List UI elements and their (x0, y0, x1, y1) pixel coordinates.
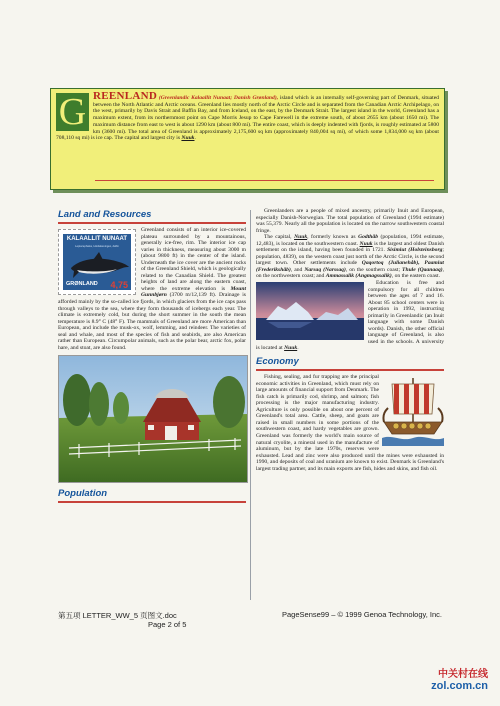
column-divider (250, 210, 251, 600)
stamp-image (58, 229, 136, 295)
population-heading: Population (58, 488, 108, 500)
iceberg-image (256, 282, 364, 340)
land-paragraph-b: (3700 m/12,139 ft). Drainage is afforded mainly by the so-called ice fjords, in which glaciers from the ice caps pass through valleys to the sea, where they form thousands of icebergs each year. The climate is extremely cold, but during the short summer in the south the mean temperature is 8.9° C (48° F). The mammals of Greenland are more American than European, and include the musk-ox, wolf, lemming, and reindeer. The varieties of seal and whale, and most of the species of fish and seabirds, are also American rather than European. Circumpolar animals, such as the polar bear, arctic fox, polar hare, and stoat, are also found. (58, 292, 246, 351)
p2-godthab: Godthåb (358, 234, 378, 241)
iceberg-photo (256, 282, 364, 340)
viking-ship-icon (382, 374, 444, 446)
farm-photo-image (59, 356, 247, 482)
p2-a: The capital, (264, 234, 295, 241)
watermark-cn: 中关村在线 (438, 669, 488, 680)
intro-text (56, 90, 439, 142)
right-column (256, 208, 444, 472)
stamp-title: KALAALLIT NUNAAT (66, 236, 128, 242)
p2-b: , formerly known as (307, 234, 359, 241)
p2-g: , on the southern coast; (345, 266, 403, 273)
p2-c: (population, 1994 estimate, 12,483), is located on the southwestern coast. (256, 234, 444, 247)
intro-end: . (194, 135, 196, 142)
p2-nuuk: Nuuk (294, 234, 308, 241)
population-rule (58, 501, 246, 503)
p2-towns: Qaqortoq (Julianehåb), Paamiut (Frederikshåb) (256, 260, 444, 273)
p3-end: . (297, 345, 299, 352)
farm-photo (58, 355, 248, 483)
intro-capital: Nuuk (181, 135, 195, 142)
economy-paragraph: Fishing, sealing, and fur trapping are the principal economic activities in Greenland, which must rely on large amounts of financial support from Denmark. The fish catch is primarily cod, shrimp, and salmon; fish processing is the major manufacturing industry. Agriculture is only possible on about one percent of Greenland's total area. Cattle, sheep, and goats are raised in small numbers in some portions of the southwestern coast, and hardy vegetables are grown. Greenland was formerly the world's main source of natural cryolite, a mineral used in the manufacture of aluminum, but by the late 1970s, reserves were exhausted. Lead and zinc were also produced until the mines were exhausted in 1990, and deposits of coal and uranium are known to exist. Denmark is Greenland's largest trading partner, and its main exports are fish, hides and skins, and fish oil. (256, 374, 444, 472)
p2-f: , and (290, 266, 305, 273)
land-rule (58, 222, 246, 224)
p2-sisimiut: Sisimiut (Holsteinsborg (387, 247, 443, 254)
footer-page: Page 2 of 5 (148, 620, 187, 629)
p3-nuuk: Nuuk (284, 345, 298, 352)
footer-filename: 第五项 LETTER_WW_5 页图文.doc (58, 611, 177, 620)
economy-rule (256, 369, 444, 371)
stamp-caption: Leptocephalus, Hvidskævingen, delfin (75, 245, 119, 248)
intro-body: island which is an internally self-governing part of Denmark, situated between the North Atlantic and Arctic oceans. Greenland lies mostly north of the Arctic Circle and is separated from the Canadian Arctic Archipelago, on the west, primarily by Davis Strait and Baffin Bay, and from Iceland, on the east, by the Denmark Strait. The largest island in the world, Greenland has a maximum extent, from its northernmost point on Cape Morris Jesup to Cape Farewell in the extreme south, of about 2655 km (about 1650 mi). The maximum distance from east to west is about 1290 km (about 800 mi). The entire coast, which is deeply indented with fjords, is roughly estimated at 5800 km (3600 mi). The total area of Greenland is approximately 2,175,600 sq km (approximately 840,004 sq mi), of which some 1,834,000 sq km (about 708,110 sq mi) is ice cap. The capital and largest city is (56, 95, 439, 142)
footer-copyright: PageSense99 – © 1999 Genoa Technology, Inc. (282, 610, 442, 619)
watermark-logo (431, 665, 488, 692)
intro-rule (95, 180, 434, 181)
p2-e: ; population, 4839), on the western coast just north of the Arctic Circle, is the second largest town. Other settlements include (256, 247, 444, 267)
p2-d: is the largest and oldest Danish settlement on the island, having been founded in 1721. (256, 240, 444, 254)
economy-heading: Economy (256, 356, 299, 368)
stamp-country: GRØNLAND (66, 281, 98, 288)
economy-text (256, 374, 444, 472)
p2-thule: Thule (Qaanaaq) (402, 266, 443, 273)
mount-gunnbjorn: Mount Gunnbjørn (141, 285, 246, 299)
land-paragraph-a: Greenland consists of an interior ice-covered plateau surrounded by a mountainous, generally ice-free, rim. The interior ice cap varies in thickness, measuring about 3000 m (about 9800 ft) in the center of the island. Underneath the ice cover are the ancient rocks of the Greenland Shield, which is geologically related to the Canadian Shield. The greatest heights of land are along the eastern coast, where the extreme elevation is (141, 227, 246, 292)
population-paragraph-1: Greenlanders are a people of mixed ancestry, primarily Inuit and European, especially Danish-Norwegian. The total population of Greenland (1994 estimate) was 55,379. Nearly all the population is located on the narrow southwestern coastal fringe. (256, 208, 444, 234)
education-paragraph: Education is free and compulsory for all children between the ages of 7 and 16. About 85 school centers were in operation in 1992, instructing primarily in Greenlandic (an Inuit language with some Danish words). Danish, the other official language of Greenland, is also used in the schools. A university is located at (256, 280, 444, 352)
intro-box (50, 88, 445, 190)
p2-narsaq: Narsaq (Narssaq) (304, 266, 346, 273)
intro-subtitle: (Greenlandic Kalaallit Nunaat; Danish Grønland), (158, 95, 279, 101)
intro-title: REENLAND (93, 90, 158, 102)
p2-nuuk-2: Nuuk (359, 240, 373, 247)
p2-ammassalik: Ammassalik (Angmagssalik) (325, 273, 392, 280)
dropcap: G (56, 93, 89, 131)
land-text (58, 227, 246, 351)
p2-i: , on the eastern coast. (391, 273, 440, 280)
p2-h: , on the northwestern coast; and (256, 266, 445, 280)
stamp-price: 4,75 (110, 280, 128, 291)
left-column (58, 208, 246, 503)
population-text (256, 208, 444, 352)
watermark-url: zol.com.cn (431, 680, 488, 692)
land-heading: Land and Resources (58, 209, 152, 220)
